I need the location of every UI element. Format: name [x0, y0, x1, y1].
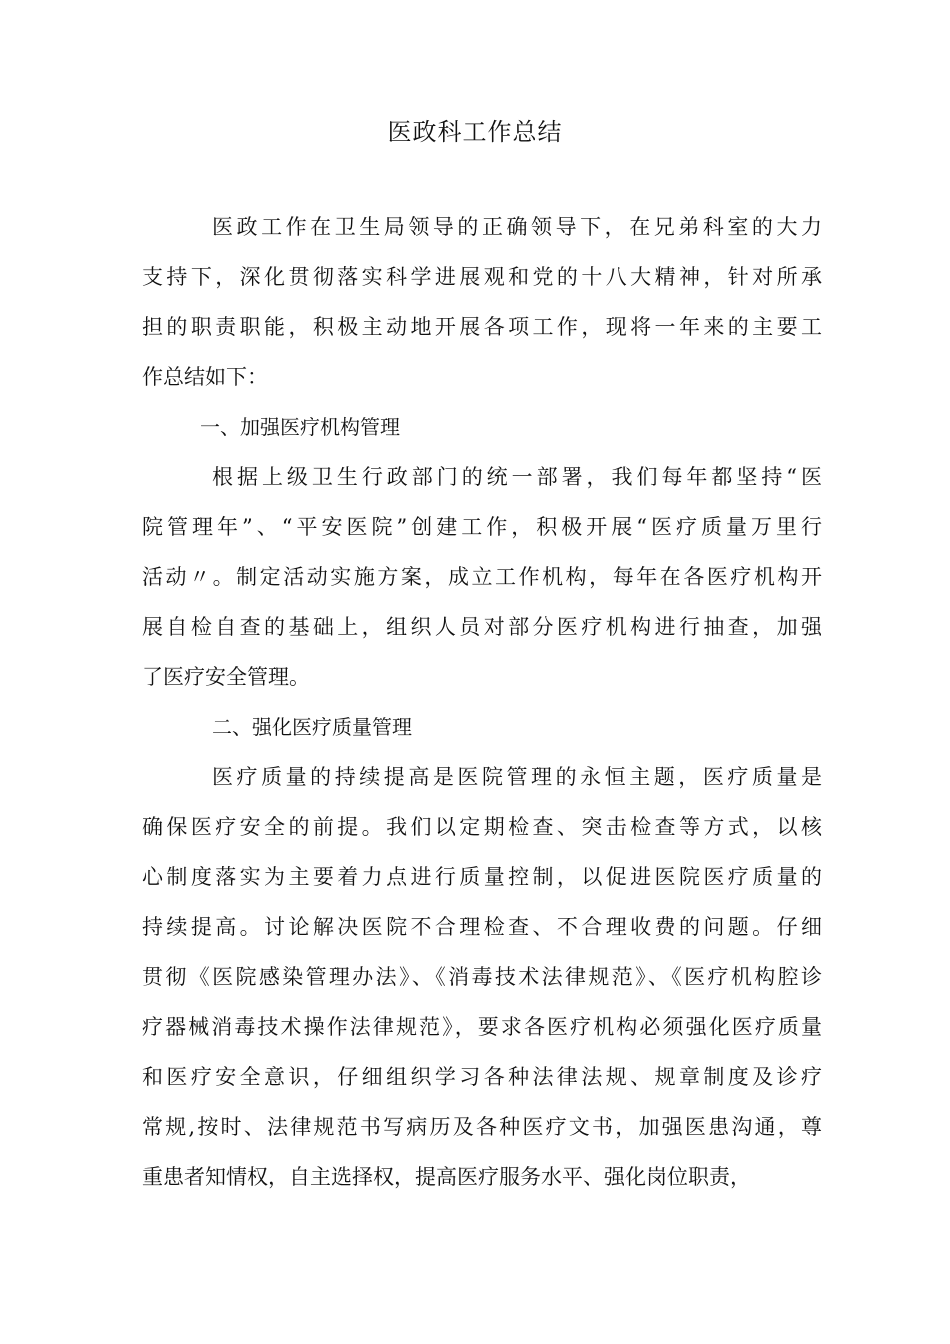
body-line: 重患者知情权，自主选择权，提高医疗服务水平、强化岗位职责， [142, 1165, 751, 1189]
body-line: 展自检自查的基础上，组织人员对部分医疗机构进行抽查，加强 [142, 615, 822, 639]
body-line: 疗器械消毒技术操作法律规范》，要求各医疗机构必须强化医疗质量 [142, 1015, 822, 1039]
body-line: 常规,按时、法律规范书写病历及各种医疗文书，加强医患沟通，尊 [142, 1115, 822, 1139]
body-line: 医疗质量的持续提高是医院管理的永恒主题，医疗质量是 [212, 765, 822, 789]
body-line: 了医疗安全管理。 [142, 665, 310, 689]
body-line: 持续提高。讨论解决医院不合理检查、不合理收费的问题。仔细 [142, 915, 822, 939]
body-line: 根据上级卫生行政部门的统一部署，我们每年都坚持“医 [212, 465, 822, 489]
body-line: 活动〃。制定活动实施方案，成立工作机构，每年在各医疗机构开 [142, 565, 822, 589]
body-line: 贯彻《医院感染管理办法》、《消毒技术法律规范》、《医疗机构腔诊 [142, 965, 822, 989]
document-title: 医政科工作总结 [387, 118, 563, 146]
body-line: 心制度落实为主要着力点进行质量控制，以促进医院医疗质量的 [142, 865, 822, 889]
body-line: 院管理年”、“平安医院”创建工作，积极开展“医疗质量万里行 [142, 515, 822, 539]
body-line: 医政工作在卫生局领导的正确领导下，在兄弟科室的大力 [212, 215, 822, 239]
body-line: 担的职责职能，积极主动地开展各项工作，现将一年来的主要工 [142, 315, 822, 339]
section-heading: 二、强化医疗质量管理 [212, 715, 412, 739]
section-heading: 一、加强医疗机构管理 [200, 415, 400, 439]
body-line: 作总结如下： [142, 365, 268, 389]
body-line: 支持下，深化贯彻落实科学进展观和党的十八大精神，针对所承 [142, 265, 822, 289]
body-line: 确保医疗安全的前提。我们以定期检查、突击检查等方式，以核 [142, 815, 822, 839]
body-line: 和医疗安全意识，仔细组织学习各种法律法规、规章制度及诊疗 [142, 1065, 822, 1089]
